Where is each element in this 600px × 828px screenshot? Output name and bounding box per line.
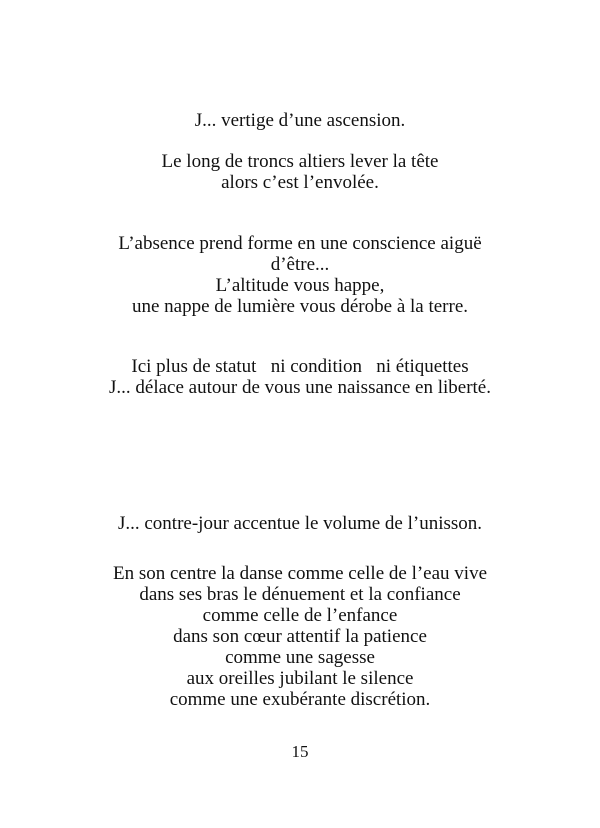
page-number: 15 (291, 742, 309, 761)
stanza-3 (0, 233, 600, 317)
poem-line: L’absence prend forme en une conscience aiguë (118, 233, 482, 254)
poem-line: Le long de troncs altiers lever la tête (161, 151, 439, 172)
poem-line: comme une exubérante discrétion. (169, 689, 431, 710)
poem-line: En son centre la danse comme celle de l’eau vive (112, 563, 488, 584)
poem-line: une nappe de lumière vous dérobe à la terre. (131, 296, 469, 317)
poem-line: dans ses bras le dénuement et la confiance (139, 584, 461, 605)
stanza-2 (0, 151, 600, 193)
poem-line: J... contre-jour accentue le volume de l’unisson. (117, 513, 483, 534)
poem-line: alors c’est l’envolée. (221, 172, 379, 193)
poem-line: J... vertige d’une ascension. (194, 110, 406, 131)
poem-line: J... délace autour de vous une naissance en liberté. (109, 377, 491, 398)
poem-line: dans son cœur attentif la patience (173, 626, 427, 647)
poem-line: Ici plus de statut ni condition ni étiquettes (131, 356, 469, 377)
poem-line: aux oreilles jubilant le silence (186, 668, 414, 689)
stanza-6 (0, 563, 600, 710)
poem-line: comme une sagesse (225, 647, 375, 668)
poem-line: comme celle de l’enfance (202, 605, 398, 626)
poem-line: L’altitude vous happe, (215, 275, 385, 296)
poem-line: d’être... (270, 254, 330, 275)
stanza-1 (0, 110, 600, 131)
stanza-4 (0, 356, 600, 398)
stanza-5 (0, 513, 600, 534)
